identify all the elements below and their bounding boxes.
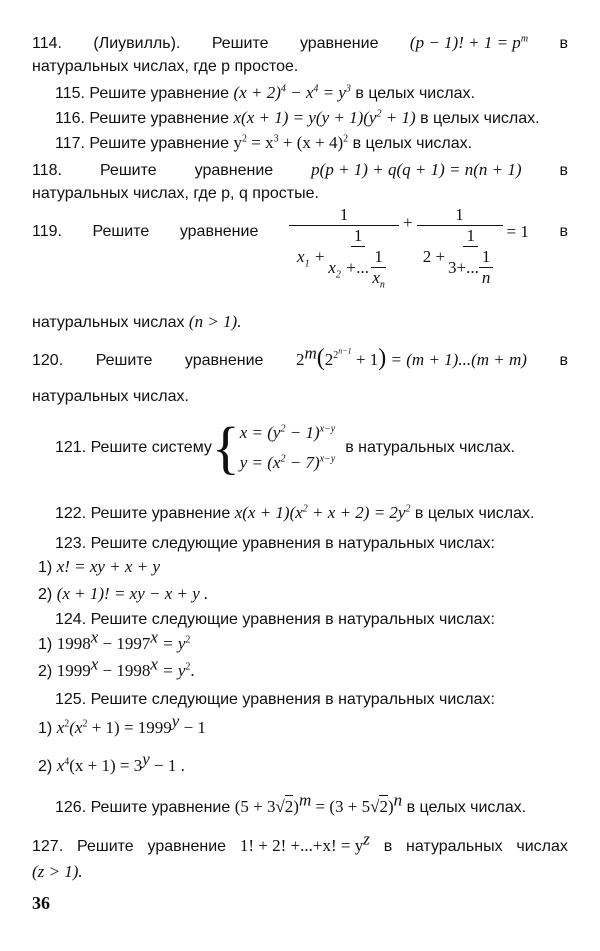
- continued-fraction-1: 1 $x_1$ + 1 $x_2$ +... $\frac{1}{x_n}$: [289, 205, 399, 288]
- problem-126: [55, 790, 568, 818]
- problem-117-tail: в целых числах.: [352, 135, 473, 152]
- problem-120-formula: $2^m(2^{2^{n-1}} + 1) = (m + 1)...(m + m)$: [296, 343, 527, 371]
- problem-115-text: 115. Решите уравнение: [55, 85, 230, 102]
- problem-119-number: 119.: [32, 223, 62, 240]
- problem-115-formula: $(x + 2)^4 - x^4 = y^3$: [233, 83, 351, 102]
- problem-118: [32, 160, 568, 181]
- problem-119-tail: в: [559, 223, 568, 240]
- problem-120-line2: натуральных числах.: [32, 388, 189, 405]
- problem-115: [55, 83, 568, 104]
- problem-126-formula: $(5 + 3√2)^m = (3 + 5√2)^n$: [234, 790, 403, 816]
- problem-125-title: 125. Решите следующие уравнения в натуральных числах:: [55, 691, 495, 708]
- problem-127-formula: 1! + 2! +...+x! = $y^z$: [239, 829, 370, 855]
- problem-116: [55, 108, 568, 129]
- problem-114: [32, 33, 568, 54]
- problem-125-item-2: 2) $x^4(x + 1) = 3^y - 1$ .: [38, 749, 185, 775]
- problem-117: [55, 133, 568, 154]
- problem-116-tail: в целых числах.: [420, 110, 540, 127]
- problem-114-lead: Решите: [211, 35, 269, 52]
- problem-119-lead: Решите: [92, 223, 150, 240]
- problem-124-title: 124. Решите следующие уравнения в натуральных числах:: [55, 611, 495, 628]
- problem-118-number: 118.: [32, 162, 62, 179]
- problem-127: [32, 829, 568, 857]
- system-brace: {: [211, 415, 240, 480]
- problem-127-tail1: в: [383, 838, 393, 855]
- problem-127-tail2: натуральных: [406, 838, 503, 855]
- problem-124-item-2: 2) $1999^x - 1998^x = y^2$.: [38, 654, 195, 680]
- problem-116-text: 116. Решите уравнение: [55, 110, 230, 127]
- problem-119-line2: натуральных числах (n > 1).: [32, 312, 242, 331]
- problem-118-formula: p(p + 1) + q(q + 1) = n(n + 1): [311, 160, 522, 179]
- problem-119-lead2: уравнение: [179, 223, 259, 240]
- problem-117-text: 117. Решите уравнение: [55, 135, 230, 152]
- problem-114-formula: (p − 1)! + $1 = p^m$: [409, 33, 529, 52]
- problem-123-item-2: 2) (x + 1)! = xy − x + y .: [38, 584, 209, 603]
- problem-120-lead: Решите: [95, 352, 153, 369]
- problem-118-lead: Решите: [99, 162, 157, 179]
- problem-122-text: 122. Решите уравнение: [55, 505, 231, 522]
- problem-119-formula: 1 $x_1$ + 1 $x_2$ +... $\frac{1}{x_n}$ + 1 2 + 1 3+... $\frac{1}{n}$ = 1: [289, 205, 529, 288]
- problem-125-item-1: 1) $x^2(x^2 + 1) = 1999^y - 1$: [38, 711, 206, 737]
- problem-118-line2: натуральных числах, где p, q простые.: [32, 185, 319, 202]
- problem-122-formula: $x(x + 1)(x^2 + x + 2) = 2y^2$: [234, 503, 411, 522]
- problem-115-tail: в целых числах.: [355, 85, 475, 102]
- problem-117-formula: $y^2 = x^3 + (x + 4)^2$: [233, 133, 349, 152]
- problem-120-tail: в: [559, 352, 568, 369]
- problem-122-tail: в целых числах.: [414, 505, 535, 522]
- problem-126-text: 126. Решите уравнение: [55, 799, 231, 816]
- problem-122: [55, 503, 568, 524]
- problem-123-title: 123. Решите следующие уравнения в натуральных числах:: [55, 535, 495, 552]
- problem-127-number: 127.: [32, 838, 64, 855]
- problem-114-lead2: уравнение: [299, 35, 379, 52]
- continued-fraction-2: 1 2 + 1 3+... $\frac{1}{n}$: [417, 205, 503, 288]
- problem-118-tail: в: [559, 162, 568, 179]
- problem-126-tail: в целых числах.: [406, 799, 527, 816]
- problem-127-lead2: уравнение: [147, 838, 227, 855]
- problem-124-item-1: 1) $1998^x - 1997^x = y^2$: [38, 627, 191, 653]
- problem-114-number: 114.: [32, 35, 62, 52]
- problem-120: [32, 343, 568, 371]
- problem-127-lead: Решите: [76, 838, 134, 855]
- problem-120-lead2: уравнение: [184, 352, 264, 369]
- problem-121-text: 121. Решите систему: [55, 439, 212, 456]
- problem-120-number: 120.: [32, 352, 64, 369]
- problem-121: [55, 412, 568, 484]
- problem-114-tail: в: [559, 35, 568, 52]
- problem-114-label: (Лиувилль).: [93, 35, 181, 52]
- page-number: 36: [32, 893, 50, 913]
- problem-118-lead2: уравнение: [194, 162, 274, 179]
- problem-127-line2: (z > 1).: [32, 862, 83, 881]
- problem-121-system: $x = (y^2 - 1)^{x-y}$ $y = (x^2 - 7)^{x-y}$: [239, 423, 336, 472]
- problem-123-item-1: 1) x! = xy + x + y: [38, 557, 160, 576]
- problem-116-formula: $x(x + 1) = y(y + 1)(y^2 + 1)$: [233, 108, 416, 127]
- problem-121-tail: в натуральных числах.: [345, 439, 516, 456]
- problem-114-line2: натуральных числах, где p простое.: [32, 58, 299, 75]
- problem-127-tail3: числах: [516, 838, 568, 855]
- problem-119: [32, 205, 568, 301]
